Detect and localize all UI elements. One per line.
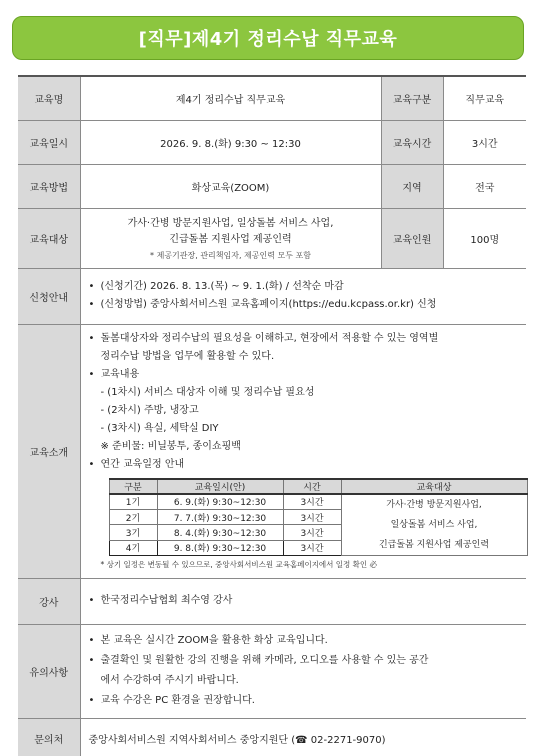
row-course-method bbox=[18, 164, 526, 208]
schedule-header-target: 교육대상 bbox=[341, 479, 527, 494]
course-target-value bbox=[80, 208, 381, 268]
capacity-label: 교육인원 bbox=[381, 208, 443, 268]
schedule-date: 9. 8.(화) 9:30~12:30 bbox=[157, 540, 283, 555]
course-date-label: 교육일시 bbox=[18, 120, 80, 164]
intro-goal-line1: 돌봄대상자와 정리수납의 필요성을 이해하고, 현장에서 적용할 수 있는 영역별 bbox=[100, 333, 439, 344]
schedule-header-date: 교육일시(안) bbox=[157, 479, 283, 494]
region-label: 지역 bbox=[381, 164, 443, 208]
schedule-term: 1기 bbox=[109, 494, 157, 509]
course-type-value: 직무교육 bbox=[443, 76, 526, 120]
caution-info bbox=[80, 624, 526, 718]
course-name-value: 제4기 정리수납 직무교육 bbox=[80, 76, 381, 120]
schedule-note: * 상기 일정은 변동될 수 있으므로, 중앙사회서비스원 교육홈페이지에서 일정 확인 必 bbox=[100, 560, 378, 569]
schedule-date: 7. 7.(화) 9:30~12:30 bbox=[157, 509, 283, 524]
region-value: 전국 bbox=[443, 164, 526, 208]
schedule-table bbox=[109, 478, 528, 556]
schedule-target bbox=[341, 494, 527, 556]
caution-camera-line2: 에서 수강하여 주시기 바랍니다. bbox=[100, 675, 239, 686]
course-type-label: 교육구분 bbox=[381, 76, 443, 120]
course-info-table bbox=[18, 75, 526, 756]
schedule-target-line: 긴급돌봄 지원사업 제공인력 bbox=[378, 540, 490, 550]
target-note: * 제공기관장, 관리책임자, 제공인력 모두 포함 bbox=[150, 250, 311, 260]
course-target-label: 교육대상 bbox=[18, 208, 80, 268]
caution-label: 유의사항 bbox=[18, 624, 80, 718]
schedule-title: • 연간 교육일정 안내 bbox=[89, 456, 519, 474]
schedule-header-time: 시간 bbox=[283, 479, 341, 494]
target-line-2: 긴급돌봄 지원사업 제공인력 bbox=[169, 233, 292, 245]
contact-label: 문의처 bbox=[18, 718, 80, 756]
row-course-name bbox=[18, 76, 526, 120]
session-2: - (2차시) 주방, 냉장고 bbox=[100, 405, 199, 416]
course-hours-value: 3시간 bbox=[443, 120, 526, 164]
session-3: - (3차시) 욕실, 세탁실 DIY bbox=[100, 423, 219, 434]
apply-label: 신청안내 bbox=[18, 268, 80, 324]
row-apply bbox=[18, 268, 526, 324]
schedule-header-row bbox=[109, 479, 527, 494]
schedule-header-term: 구분 bbox=[109, 479, 157, 494]
session-1: - (1차시) 서비스 대상자 이해 및 정리수납 필요성 bbox=[100, 387, 315, 398]
target-line-1: 가사·간병 방문지원사업, 일상돌봄 서비스 사업, bbox=[127, 217, 334, 229]
row-course-target bbox=[18, 208, 526, 268]
contact-info: 중앙사회서비스원 지역사회서비스 중앙지원단 (☎ 02-2271-9070) bbox=[80, 718, 526, 756]
intro-content bbox=[80, 324, 526, 578]
schedule-term: 4기 bbox=[109, 540, 157, 555]
apply-period: • (신청기간) 2026. 8. 13.(목) ~ 9. 1.(화) / 선착순 마감 bbox=[89, 278, 519, 296]
schedule-hours: 3시간 bbox=[283, 525, 341, 540]
schedule-row bbox=[109, 494, 527, 509]
row-intro bbox=[18, 324, 526, 578]
course-name-label: 교육명 bbox=[18, 76, 80, 120]
caution-item-zoom: • 본 교육은 실시간 ZOOM을 활용한 화상 교육입니다. bbox=[89, 631, 519, 651]
schedule-date: 6. 9.(화) 9:30~12:30 bbox=[157, 494, 283, 509]
course-date-value: 2026. 9. 8.(화) 9:30 ~ 12:30 bbox=[80, 120, 381, 164]
supplies-note: ※ 준비물: 비닐봉투, 종이쇼핑백 bbox=[100, 441, 241, 452]
course-hours-label: 교육시간 bbox=[381, 120, 443, 164]
page-title: [직무]제4기 정리수납 직무교육 bbox=[12, 16, 524, 60]
schedule-target-line: 가사·간병 방문지원사업, bbox=[386, 500, 482, 510]
content-title: • 교육내용 bbox=[89, 366, 519, 384]
caution-item-pc: • 교육 수강은 PC 환경을 권장합니다. bbox=[89, 691, 519, 711]
schedule-target-line: 일상돌봄 서비스 사업, bbox=[390, 520, 478, 530]
capacity-value: 100명 bbox=[443, 208, 526, 268]
schedule-term: 3기 bbox=[109, 525, 157, 540]
caution-item-camera bbox=[89, 651, 519, 691]
schedule-hours: 3시간 bbox=[283, 540, 341, 555]
apply-method: • (신청방법) 중앙사회서비스원 교육홈페이지(https://edu.kcpass.or.kr) 신청 bbox=[89, 296, 519, 314]
schedule-term: 2기 bbox=[109, 509, 157, 524]
intro-label: 교육소개 bbox=[18, 324, 80, 578]
row-caution bbox=[18, 624, 526, 718]
apply-info bbox=[80, 268, 526, 324]
instructor-name: • 한국정리수납협회 최수영 강사 bbox=[89, 592, 519, 610]
intro-goal-line2: 정리수납 방법을 업무에 활용할 수 있다. bbox=[100, 351, 275, 362]
intro-goal bbox=[89, 330, 519, 366]
instructor-info bbox=[80, 578, 526, 624]
row-course-date bbox=[18, 120, 526, 164]
schedule-hours: 3시간 bbox=[283, 509, 341, 524]
schedule-date: 8. 4.(화) 9:30~12:30 bbox=[157, 525, 283, 540]
caution-camera-line1: 출결확인 및 원활한 강의 진행을 위해 카메라, 오디오를 사용할 수 있는 공간 bbox=[100, 655, 429, 666]
row-instructor bbox=[18, 578, 526, 624]
schedule-hours: 3시간 bbox=[283, 494, 341, 509]
instructor-label: 강사 bbox=[18, 578, 80, 624]
course-method-label: 교육방법 bbox=[18, 164, 80, 208]
course-method-value: 화상교육(ZOOM) bbox=[80, 164, 381, 208]
row-contact bbox=[18, 718, 526, 756]
